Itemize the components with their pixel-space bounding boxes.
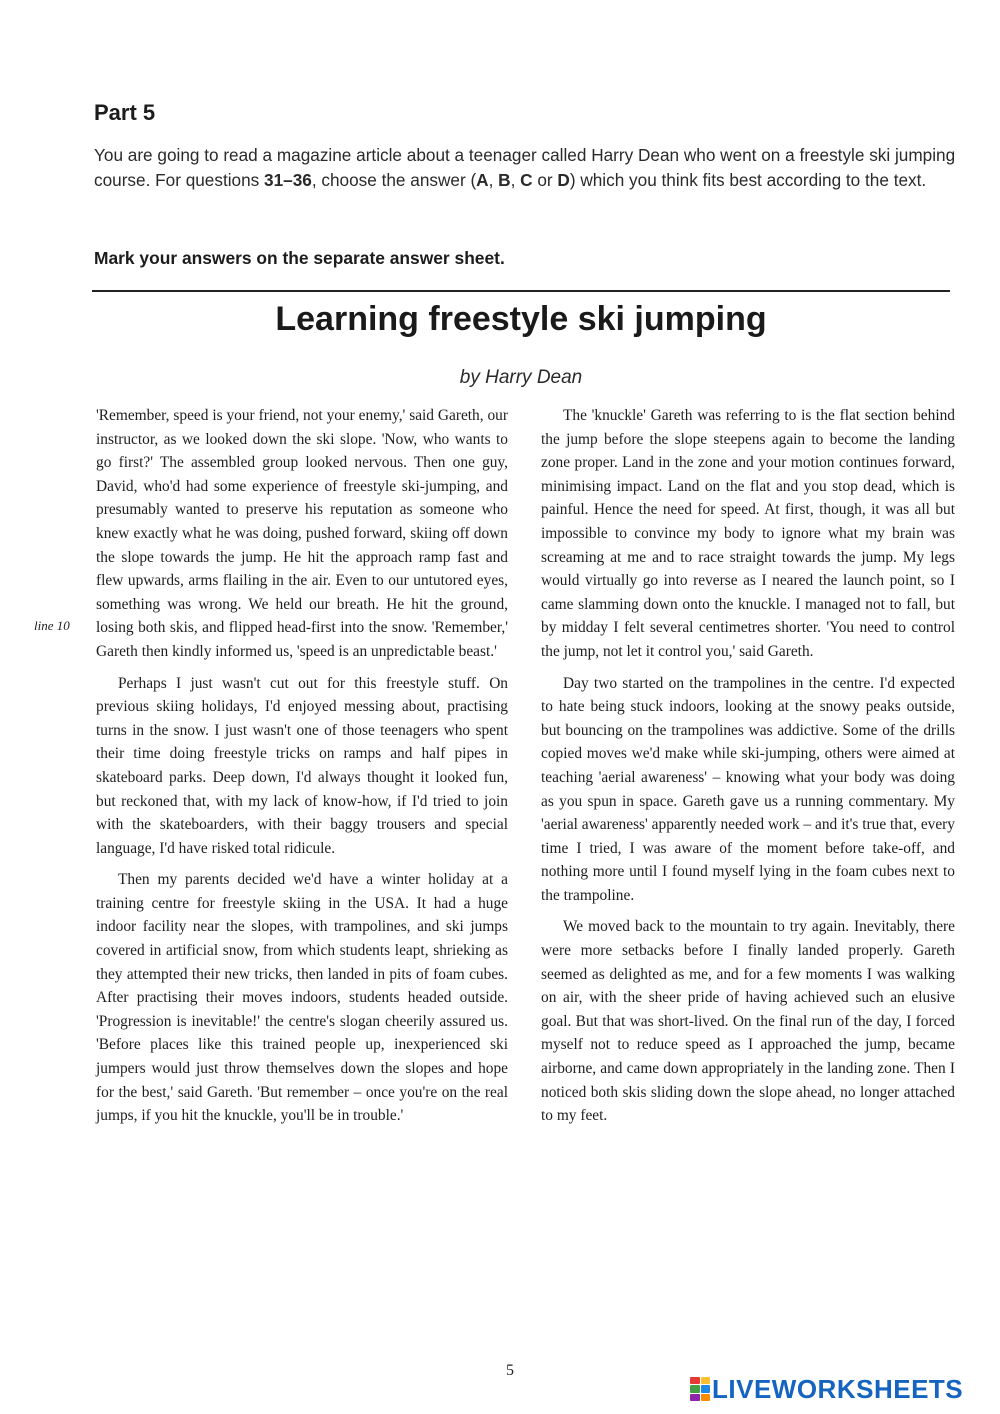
line-marker: line 10 [34, 618, 70, 633]
article-byline: by Harry Dean [459, 367, 583, 388]
divider-rule [92, 290, 950, 292]
part-title: Part 5 [94, 100, 156, 125]
logo-text: LIVEWORKSHEETS [712, 1373, 964, 1404]
article-column-left [96, 404, 508, 1136]
paragraph: We moved back to the mountain to try again. Inevitably, there were more setbacks before I finally landed properly. Gareth seemed as delighted as me, and for a few moments I was walking on air, with the sheer pride of having achieved such an elusive goal. But that was short-lived. On the final run of the day, I forced myself not to reduce speed as I approached the jump, became airborne, and came down appropriately in the landing zone. Then I noticed both skis sliding down the slope ahead, no longer attached to my feet. [541, 918, 955, 1125]
paragraph: Perhaps I just wasn't cut out for this freestyle stuff. On previous skiing holidays, I'd enjoyed messing about, practising turns in the snow. I just wasn't one of those teenagers who spent their time doing freestyle tricks on ramps and half pipes in skateboard parks. Deep down, I'd always thought it looked fun, but reckoned that, with my lack of know-how, if I'd tried to join with the skateboarders, with their baggy trousers and special language, I'd have risked total ridicule. [96, 674, 508, 857]
liveworksheets-logo[interactable] [690, 1373, 990, 1405]
page-number: 5 [506, 1362, 514, 1379]
question-range: 31–36 [264, 170, 312, 190]
logo-grid-icon [690, 1377, 710, 1401]
instructions-intro: You are going to read a magazine article about a teenager called Harry Dean who went on a freestyle ski jumping course. For questions [94, 145, 956, 190]
answer-sheet-note: Mark your answers on the separate answer sheet. [94, 248, 505, 268]
article-column-right [541, 404, 955, 1136]
option-b: B [498, 170, 511, 190]
option-d: D [557, 170, 570, 190]
separator-1: , [488, 170, 499, 190]
article-title: Learning freestyle ski jumping [275, 300, 767, 338]
option-c: C [520, 170, 533, 190]
paragraph: 'Remember, speed is your friend, not your enemy,' said Gareth, our instructor, as we looked down the ski slope. 'Now, who wants to go first?' The assembled group looked nervous. Then one guy, David, who'd had some experience of freestyle ski-jumping, and presumably wanted to preserve his reputation as someone who knew exactly what he was doing, pushed forward, skiing off down the slope towards the jump. He hit the approach ramp fast and flew upwards, arms flailing in the air. Even to our untutored eyes, something was wrong. We held our breath. He hit the ground, losing both skis, and flipped head-first into the snow. 'Remember,' Gareth then kindly informed us, 'speed is an unpredictable beast.' [96, 407, 508, 660]
option-a: A [476, 170, 489, 190]
paragraph: Then my parents decided we'd have a winter holiday at a training centre for freestyle skiing in the USA. It had a huge indoor facility near the slopes, with trampolines, and ski jumps covered in artificial snow, from which students leapt, shrieking as they attempted their new tricks, then landed in pits of foam cubes. After practising their moves indoors, students headed outside. 'Progression is inevitable!' the centre's slogan cheerily assured us. 'Before places like this trained people up, inexperienced ski jumpers would just throw themselves down the slopes and hope for the best,' said Gareth. 'But remember – once you're on the real jumps, if you hit the knuckle, you'll be in trouble.' [96, 871, 508, 1125]
instructions [94, 143, 958, 193]
instructions-end: ) which you think fits best according to the text. [569, 170, 927, 190]
instructions-mid: , choose the answer ( [311, 170, 477, 190]
paragraph: Day two started on the trampolines in the centre. I'd expected to hate being stuck indoors, looking at the snowy peaks outside, but bouncing on the trampolines was addictive. Some of the drills copied moves we'd make while ski-jumping, others were aimed at teaching 'aerial awareness' – knowing what your body was doing as you spun in space. Gareth gave us a running commentary. My 'aerial awareness' apparently needed work – and it's true that, every time I tried, I was aware of the moment before take-off, and nothing more until I found myself lying in the foam cubes next to the trampoline. [541, 674, 955, 904]
separator-3: or [532, 170, 558, 190]
paragraph: The 'knuckle' Gareth was referring to is the flat section behind the jump before the slope steepens again to become the landing zone proper. Land in the zone and your motion continues forward, minimising impact. Land on the flat and you stop dead, which is painful. Hence the need for speed. At first, though, it was all but impossible to convince my body to ignore what my brain was screaming at me and to race straight towards the jump. My legs would virtually go into reverse as I neared the launch point, so I came slamming down onto the knuckle. I managed not to fall, but by midday I felt several centimetres shorter. 'You need to control the jump, not let it control you,' said Gareth. [541, 407, 955, 660]
separator-2: , [510, 170, 521, 190]
